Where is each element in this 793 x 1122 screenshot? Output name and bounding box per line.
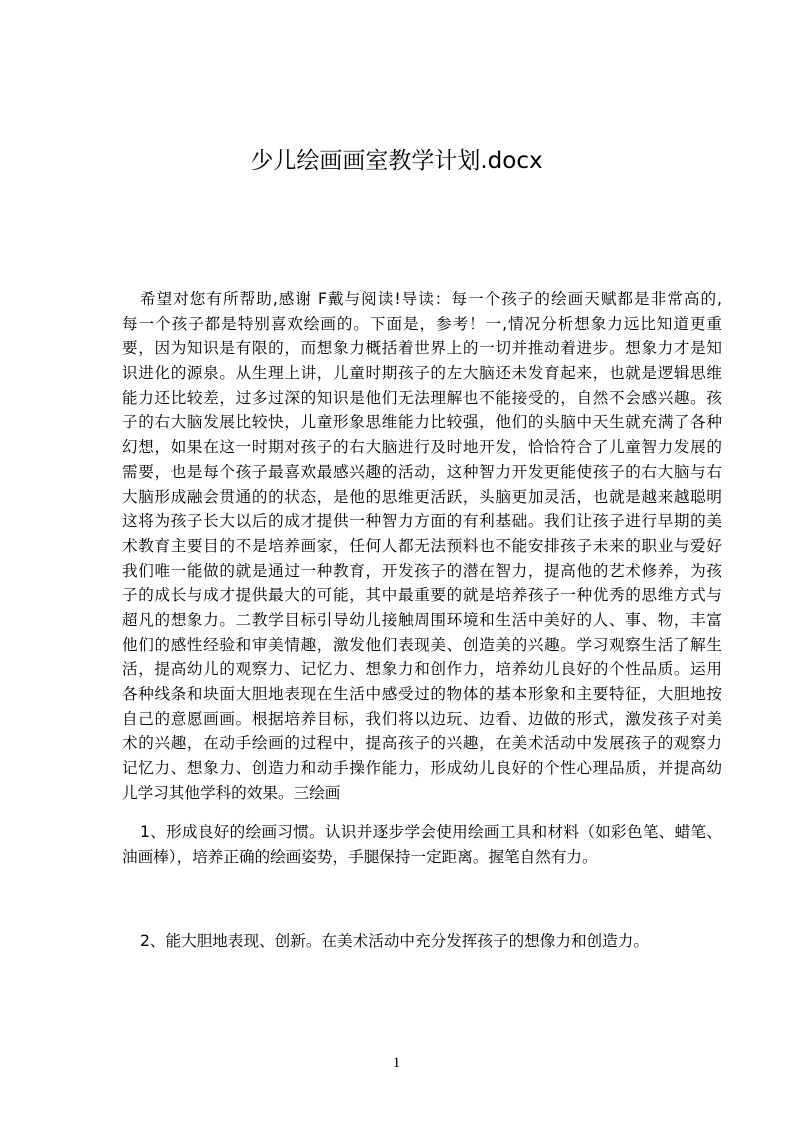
text-line: 儿学习其他学科的效果。三绘画 <box>122 783 341 802</box>
text-line: 大脑形成融会贯通的的状态，是他的思维更活跃，头脑更加灵活，也就是越来越聪明 <box>122 487 722 506</box>
text-line: 每一个孩子都是特别喜欢绘画的。下面是，参考！一,情况分析想象力远比知道更重 <box>122 314 722 333</box>
text-line: 术的兴趣，在动手绘画的过程中，提高孩子的兴趣，在美术活动中发展孩子的观察力 <box>122 734 722 753</box>
text-line: 要，因为知识是有限的，而想象力概括着世界上的一切并推动着进步。想象力才是知 <box>122 339 722 358</box>
text-line: 活，提高幼儿的观察力、记忆力、想象力和创作力，培养幼儿良好的个性品质。运用 <box>122 660 722 679</box>
text-line: 1、形成良好的绘画习惯。认识并逐步学会使用绘画工具和材料（如彩色笔、蜡笔、 <box>140 823 722 841</box>
text-line: 自己的意愿画画。根据培养目标，我们将以边玩、边看、边做的形式，激发孩子对美 <box>122 709 722 728</box>
text-line: 2、能大胆地表现、创新。在美术活动中充分发挥孩子的想像力和创造力。 <box>140 932 649 950</box>
item-2-paragraph <box>122 929 722 954</box>
text-line: 希望对您有所帮助,感谢 F戴与阅读!导读：每一个孩子的绘画天赋都是非常高的, <box>140 290 722 308</box>
text-line: 幻想，如果在这一时期对孩子的右大脑进行及时地开发，恰恰符合了儿童智力发展的 <box>122 438 722 457</box>
text-line: 他们的感性经验和审美情趣，激发他们表现美、创造美的兴趣。学习观察生活了解生 <box>122 635 722 654</box>
text-line: 子的成长与成才提供最大的可能，其中最重要的就是培养孩子一种优秀的思维方式与 <box>122 586 722 605</box>
text-line: 能力还比较差，过多过深的知识是他们无法理解也不能接受的，自然不会感兴趣。孩 <box>122 388 722 407</box>
page-number: 1 <box>392 1055 401 1071</box>
text-line: 术教育主要目的不是培养画家，任何人都无法预料也不能安排孩子未来的职业与爱好 <box>122 536 722 555</box>
text-line: 各种线条和块面大胆地表现在生活中感受过的物体的基本形象和主要特征，大胆地按 <box>122 685 722 703</box>
intro-paragraph <box>122 287 722 805</box>
text-line: 识进化的源泉。从生理上讲，儿童时期孩子的左大脑还未发育起来，也就是逻辑思维 <box>122 364 722 383</box>
item-1-paragraph <box>122 820 722 869</box>
text-line: 我们唯一能做的就是通过一种教育，开发孩子的潜在智力，提高他的艺术修养，为孩 <box>122 561 722 580</box>
text-line: 超凡的想象力。二教学目标引导幼儿接触周围环境和生活中美好的人、事、物，丰富 <box>122 610 722 629</box>
text-line: 子的右大脑发展比较快，儿童形象思维能力比较强，他们的头脑中天生就充满了各种 <box>122 413 722 432</box>
text-line: 需要，也是每个孩子最喜欢最感兴趣的活动，这种智力开发更能使孩子的右大脑与右 <box>122 462 722 481</box>
text-line: 记忆力、想象力、创造力和动手操作能力，形成幼儿良好的个性心理品质，并提高幼 <box>122 759 722 778</box>
document-title: 少儿绘画画室教学计划.docx <box>250 148 543 174</box>
text-line: 这将为孩子长大以后的成才提供一种智力方面的有利基础。我们让孩子进行早期的美 <box>122 512 722 531</box>
text-line: 油画棒），培养正确的绘画姿势，手腿保持一定距离。握笔自然有力。 <box>122 847 598 866</box>
